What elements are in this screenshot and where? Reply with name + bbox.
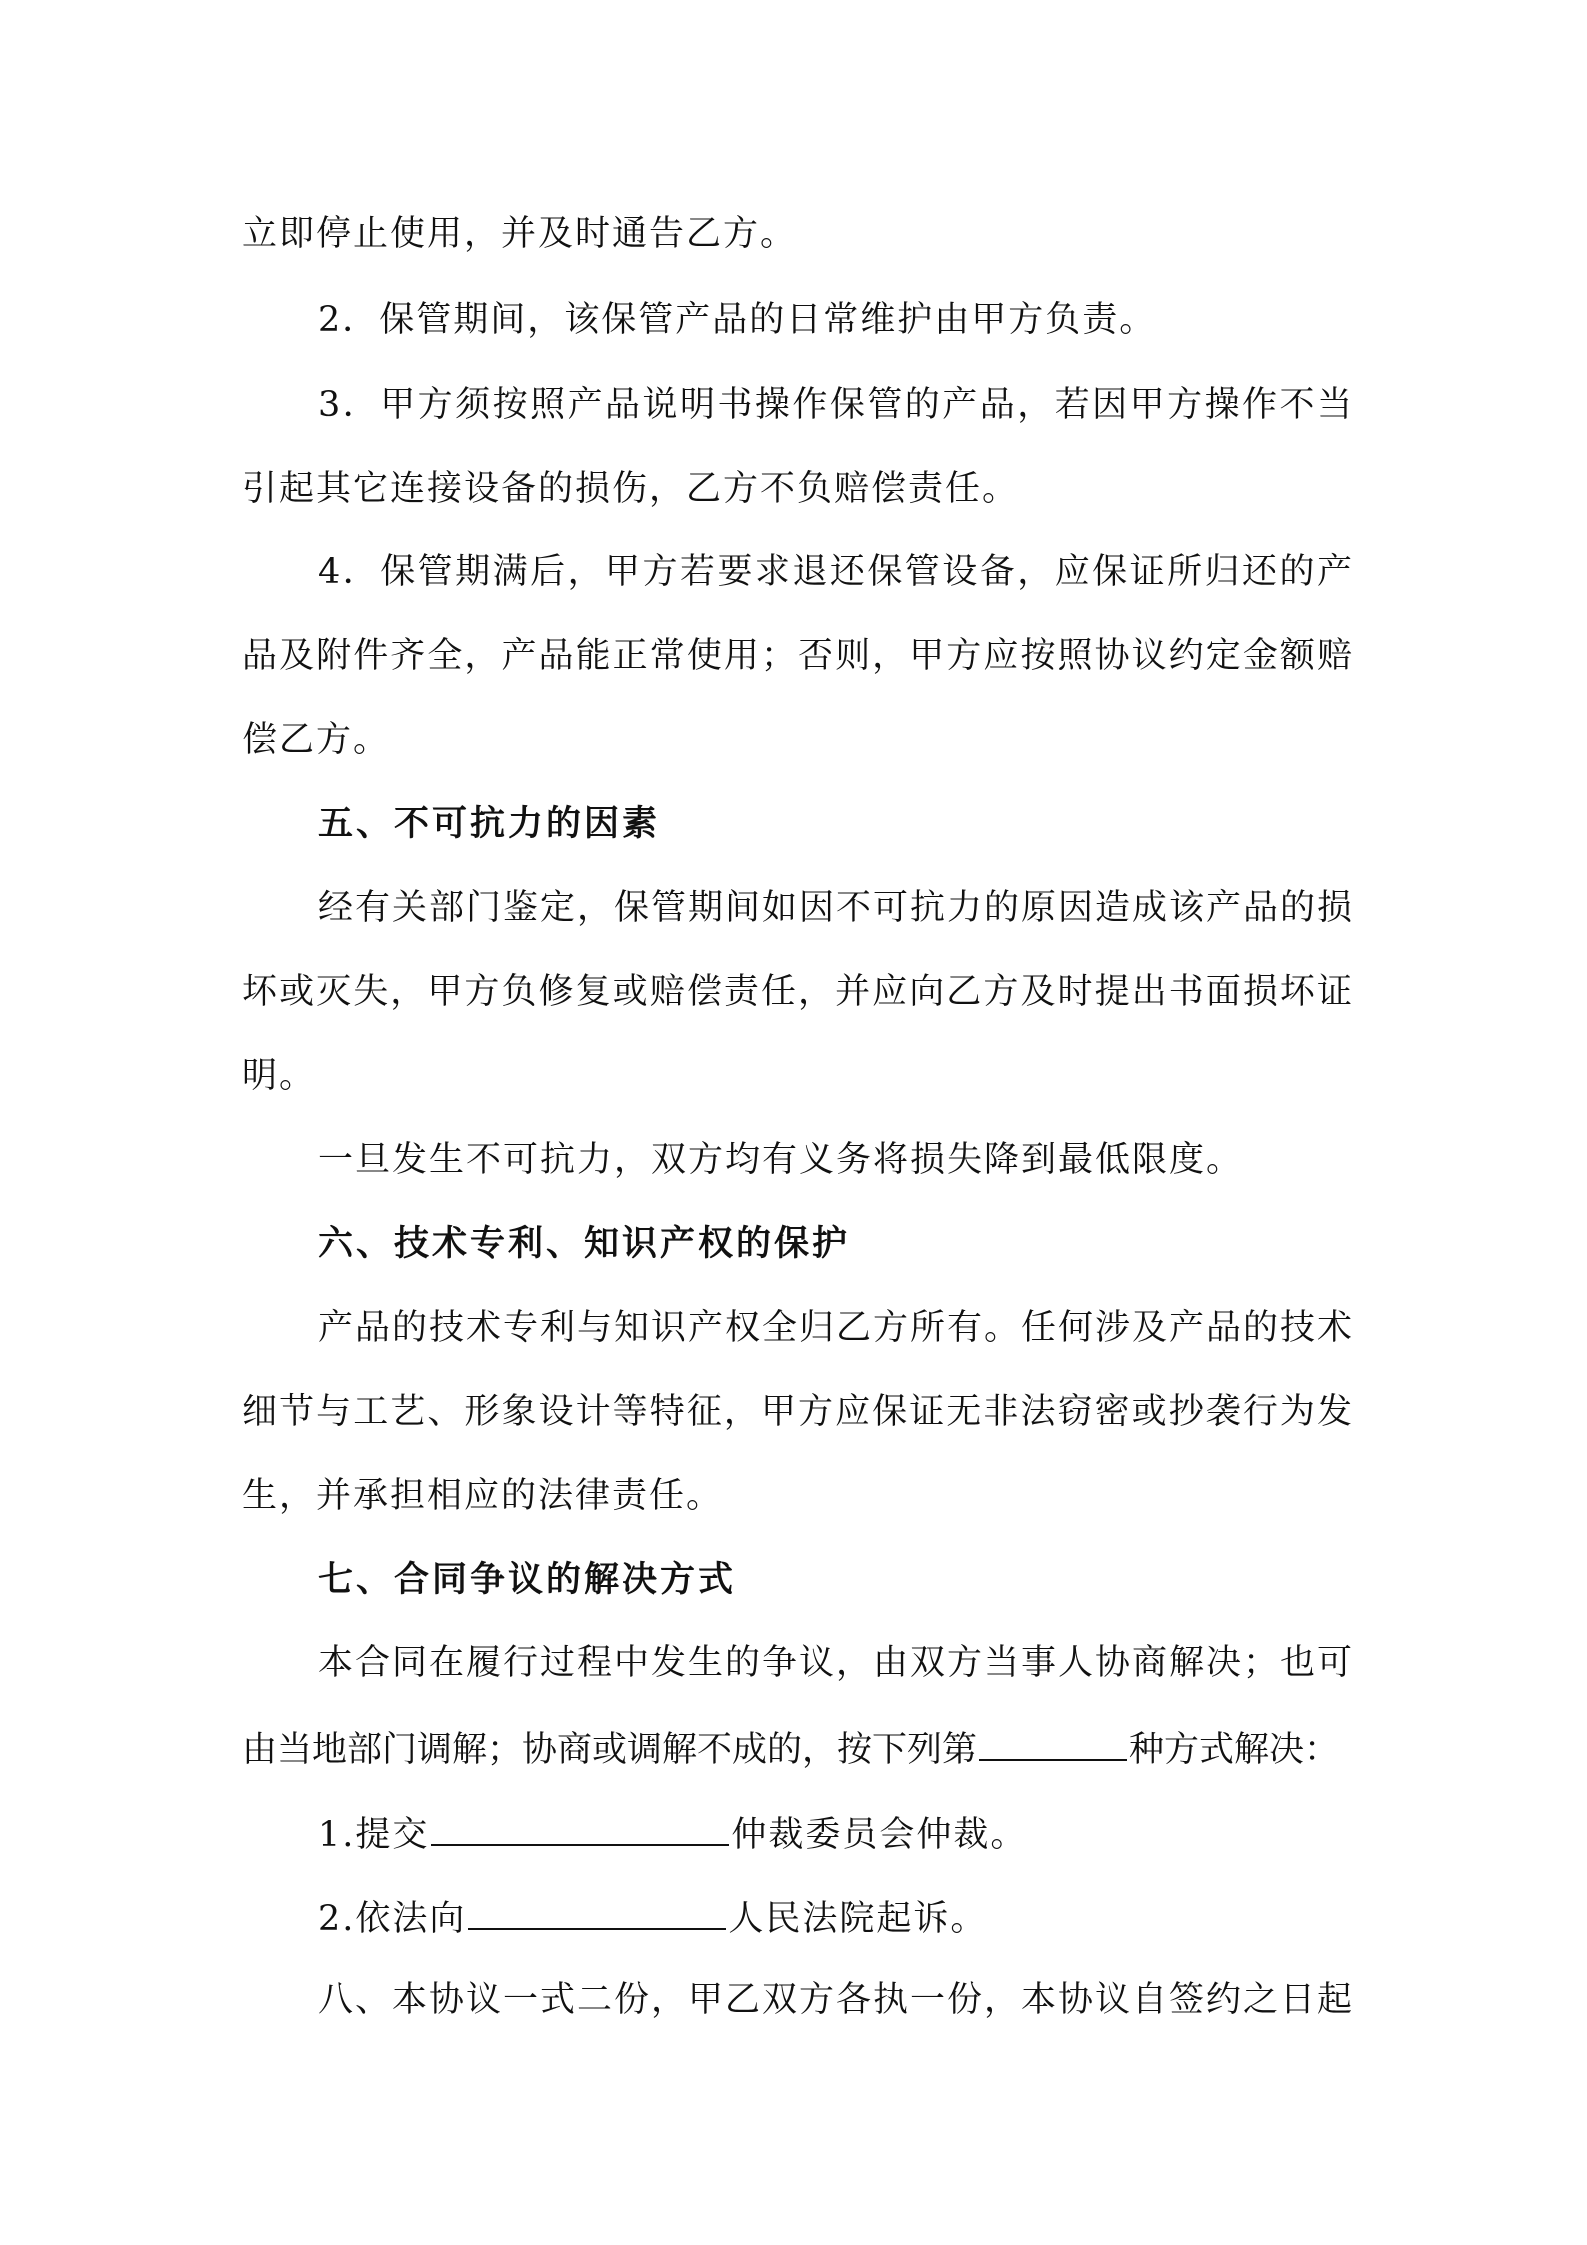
section-heading-7: 七、合同争议的解决方式 xyxy=(318,1560,737,1600)
blank-field-court xyxy=(468,1894,726,1930)
paragraph-line: 本合同在履行过程中发生的争议，由双方当事人协商解决；也可 xyxy=(318,1643,1352,1683)
paragraph-line: 明。 xyxy=(242,1056,317,1096)
option-text: 1.提交 xyxy=(318,1815,430,1855)
clause-item-2: 2．保管期间，该保管产品的日常维护由甲方负责。 xyxy=(318,300,1157,340)
clause-item-3: 3．甲方须按照产品说明书操作保管的产品，若因甲方操作不当 xyxy=(318,385,1352,425)
paragraph-line: 产品的技术专利与知识产权全归乙方所有。任何涉及产品的技术 xyxy=(318,1308,1352,1348)
paragraph-line: 一旦发生不可抗力，双方均有义务将损失降到最低限度。 xyxy=(318,1140,1244,1180)
section-heading-5: 五、不可抗力的因素 xyxy=(318,804,661,844)
section-8-line: 八、本协议一式二份，甲乙双方各执一份，本协议自签约之日起 xyxy=(318,1980,1352,2020)
paragraph-line: 经有关部门鉴定，保管期间如因不可抗力的原因造成该产品的损 xyxy=(318,888,1352,928)
blank-field-arbitration xyxy=(431,1810,729,1846)
option-1-arbitration xyxy=(318,1810,1352,1857)
fill-line-method xyxy=(242,1725,1352,1772)
paragraph-line: 生，并承担相应的法律责任。 xyxy=(242,1476,724,1516)
fill-line-text: 由当地部门调解；协商或调解不成的，按下列第 xyxy=(242,1730,978,1770)
option-text: 人民法院起诉。 xyxy=(728,1899,988,1939)
option-text: 仲裁委员会仲裁。 xyxy=(731,1815,1028,1855)
option-2-lawsuit xyxy=(318,1894,1352,1941)
paragraph-line: 品及附件齐全，产品能正常使用；否则，甲方应按照协议约定金额赔 xyxy=(242,636,1352,676)
section-heading-6: 六、技术专利、知识产权的保护 xyxy=(318,1224,851,1264)
clause-item-4: 4．保管期满后，甲方若要求退还保管设备，应保证所归还的产 xyxy=(318,552,1352,592)
paragraph-line: 立即停止使用，并及时通告乙方。 xyxy=(242,214,798,254)
blank-field-method xyxy=(979,1725,1127,1761)
paragraph-line: 细节与工艺、形象设计等特征，甲方应保证无非法窃密或抄袭行为发 xyxy=(242,1392,1352,1432)
fill-line-text: 种方式解决： xyxy=(1129,1730,1340,1770)
paragraph-line: 坏或灭失，甲方负修复或赔偿责任，并应向乙方及时提出书面损坏证 xyxy=(242,972,1352,1012)
option-text: 2.依法向 xyxy=(318,1899,467,1939)
paragraph-line: 引起其它连接设备的损伤，乙方不负赔偿责任。 xyxy=(242,469,1020,509)
paragraph-line: 偿乙方。 xyxy=(242,720,391,760)
